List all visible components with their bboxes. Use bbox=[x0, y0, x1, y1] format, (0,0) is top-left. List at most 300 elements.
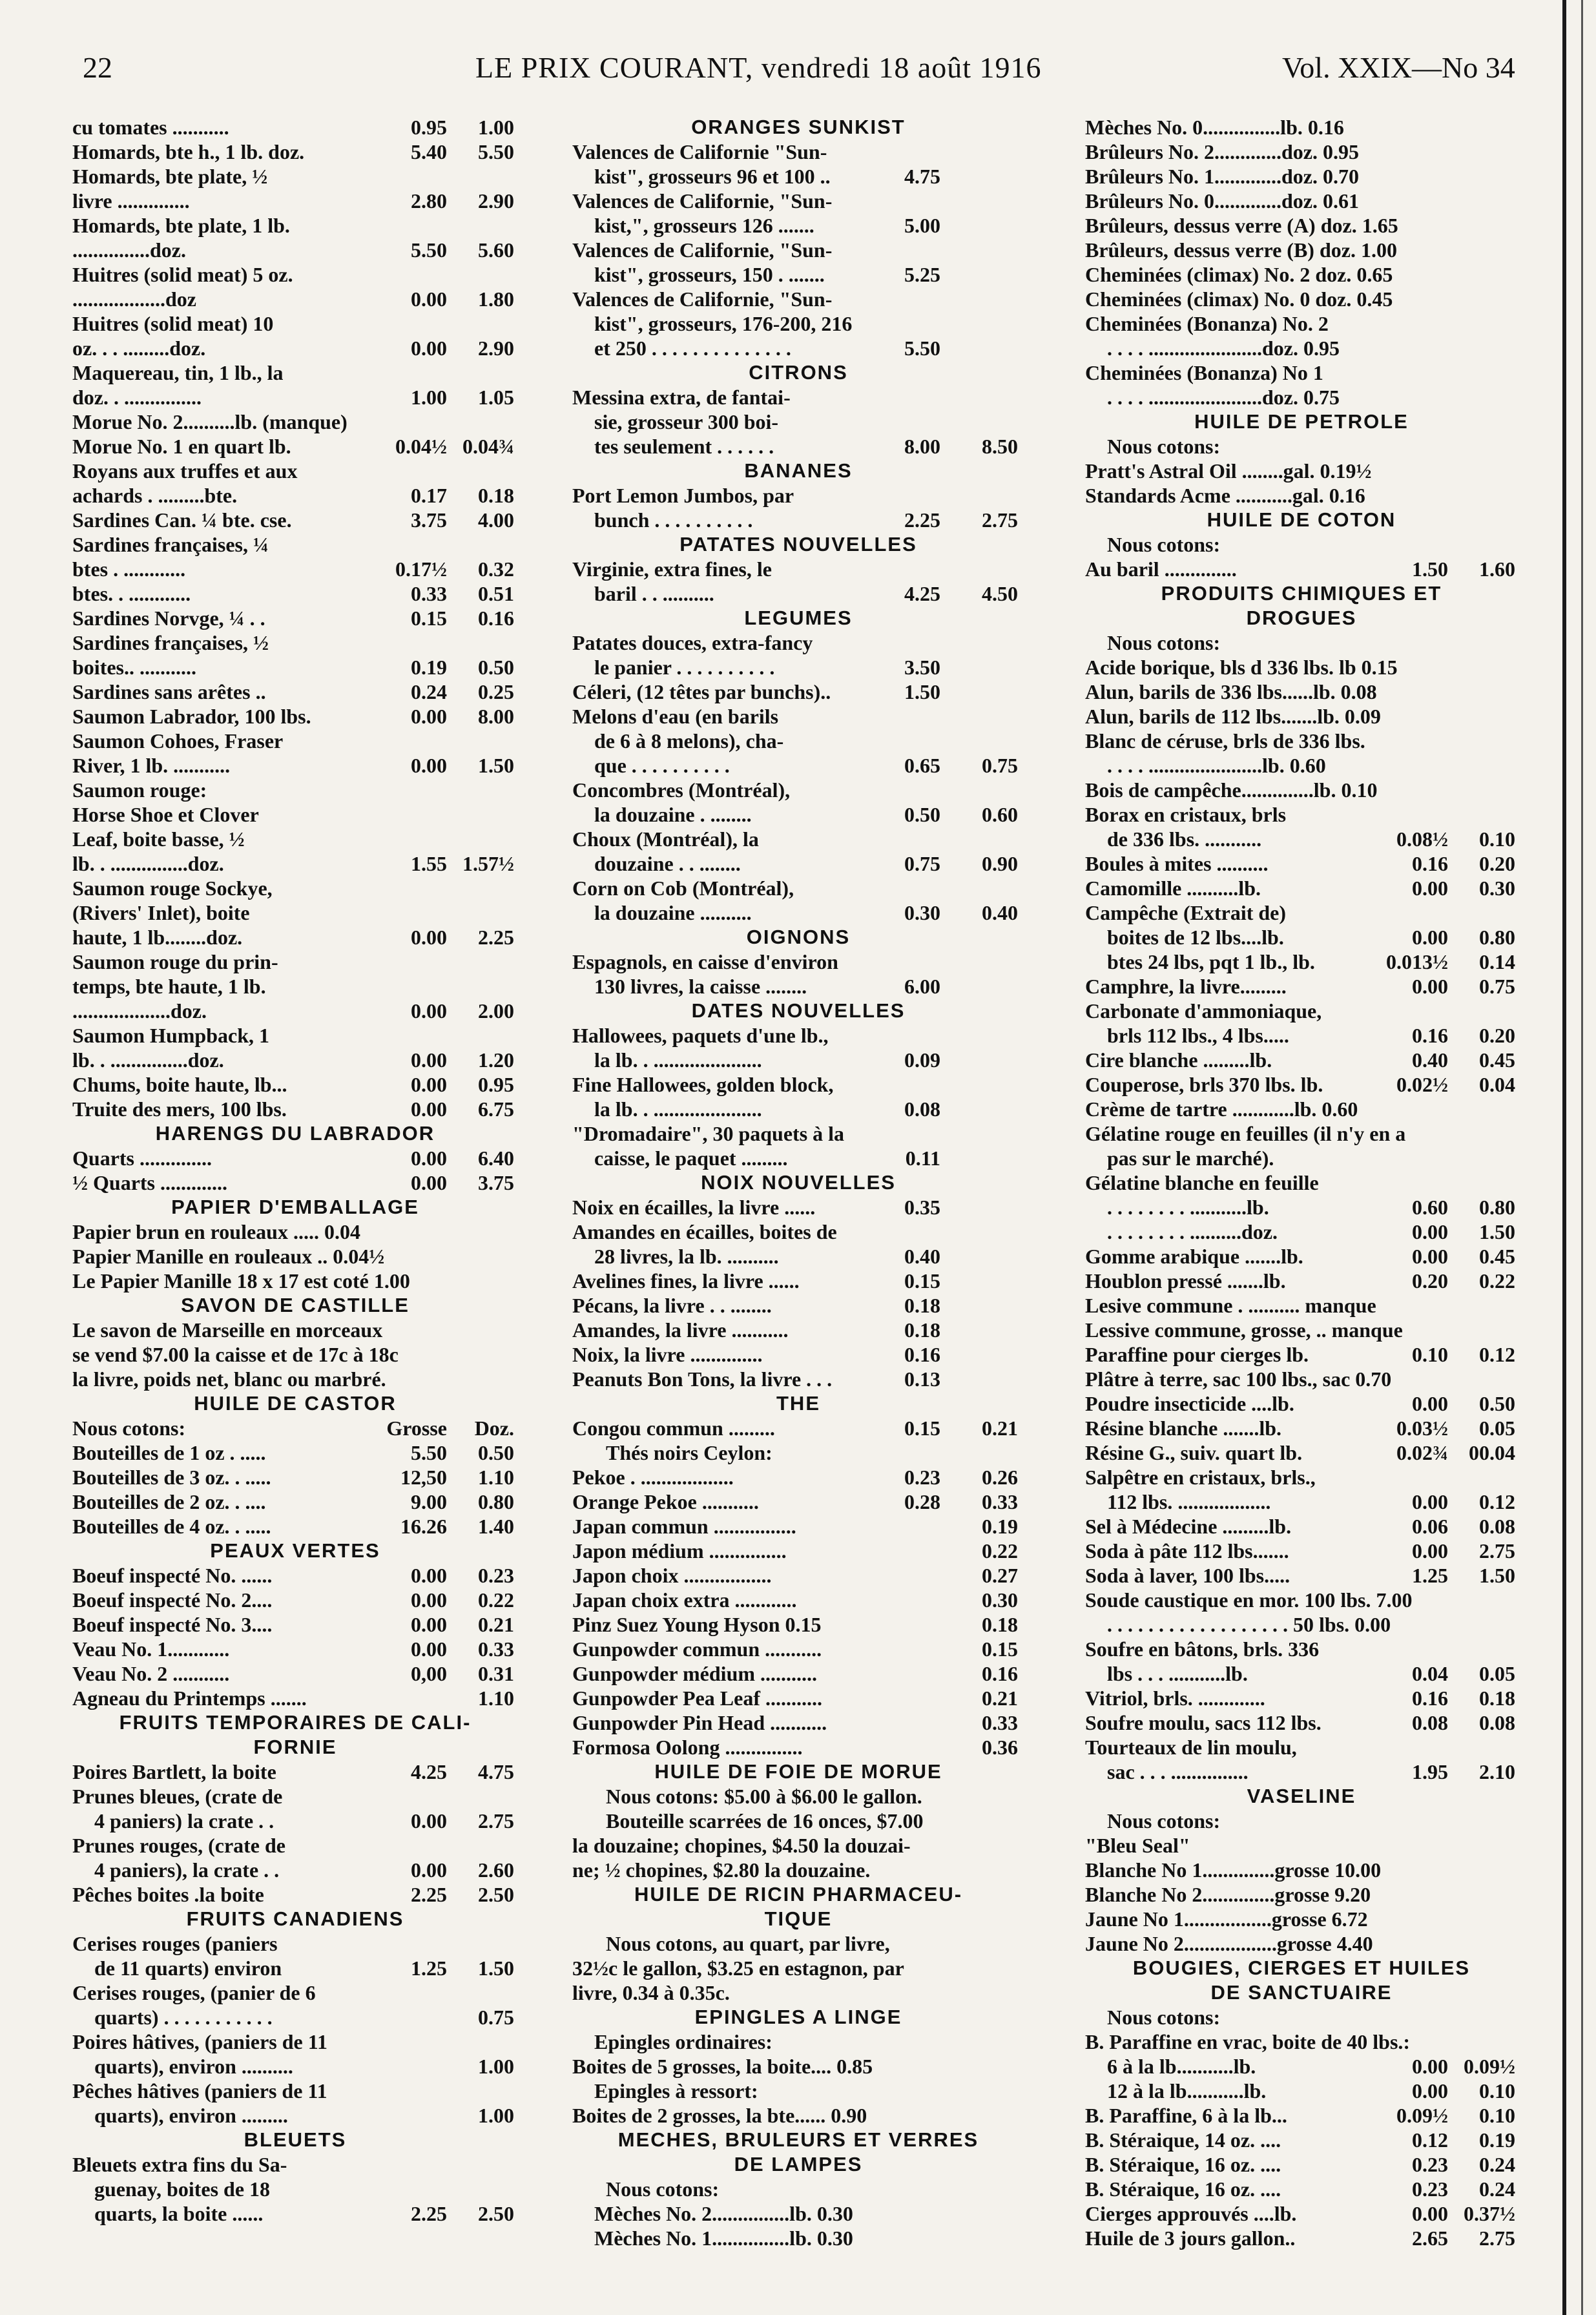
price-line bbox=[72, 508, 518, 532]
item-label: FORNIE bbox=[253, 1736, 337, 1758]
item-label: Alun, barils de 336 lbs......lb. 0.08 bbox=[1085, 680, 1377, 703]
price-high: 0.75 bbox=[1479, 975, 1515, 998]
item-label: Epingles ordinaires: bbox=[594, 2030, 772, 2053]
item-label: TIQUE bbox=[764, 1907, 833, 1930]
price-line bbox=[572, 1784, 1024, 1809]
price-line bbox=[1085, 1220, 1518, 1244]
section-heading bbox=[1085, 410, 1518, 434]
item-label: Huitres (solid meat) 5 oz. bbox=[72, 263, 293, 286]
price-low: 0.04½ bbox=[395, 435, 447, 458]
price-line bbox=[1085, 1048, 1518, 1072]
price-line bbox=[72, 2201, 518, 2226]
price-line bbox=[572, 1367, 1024, 1391]
item-label: Valences de Californie, "Sun- bbox=[572, 189, 833, 213]
price-line bbox=[72, 606, 518, 630]
item-label: Melons d'eau (en barils bbox=[572, 705, 779, 728]
price-low: 0.00 bbox=[1412, 1392, 1448, 1415]
price-high: 0.33 bbox=[982, 1711, 1018, 1734]
price-line bbox=[72, 360, 518, 385]
price-line bbox=[572, 1710, 1024, 1735]
item-label: et 250 . . . . . . . . . . . . . . bbox=[594, 337, 791, 360]
price-low: 1.55 bbox=[411, 852, 447, 875]
price-low: 0.16 bbox=[904, 1343, 940, 1366]
price-low: 0.20 bbox=[1412, 1269, 1448, 1292]
price-line bbox=[572, 262, 1024, 287]
item-label: Gunpowder Pea Leaf ........... bbox=[572, 1687, 822, 1710]
item-label: ...................doz. bbox=[72, 999, 207, 1023]
item-label: Soude caustique en mor. 100 lbs. 7.00 bbox=[1085, 1588, 1413, 1612]
price-high: Doz. bbox=[474, 1417, 514, 1440]
price-line bbox=[72, 434, 518, 459]
price-high: 0.80 bbox=[478, 1490, 514, 1513]
price-line bbox=[1085, 1858, 1518, 1882]
item-label: 32½c le gallon, $3.25 en estagnon, par bbox=[572, 1957, 904, 1980]
section-heading bbox=[572, 999, 1024, 1023]
price-line bbox=[572, 1735, 1024, 1760]
price-low: 0.11 bbox=[905, 1147, 940, 1170]
price-low: 0.15 bbox=[411, 607, 447, 630]
item-label: Pratt's Astral Oil ........gal. 0.19½ bbox=[1085, 459, 1372, 483]
item-label: Brûleurs No. 0.............doz. 0.61 bbox=[1085, 189, 1359, 213]
price-line bbox=[72, 1440, 518, 1465]
price-line bbox=[572, 1072, 1024, 1097]
item-label: la lb. . ..................... bbox=[594, 1048, 762, 1072]
price-low: 4.25 bbox=[904, 582, 940, 605]
item-label: Bois de campêche..............lb. 0.10 bbox=[1085, 778, 1378, 802]
item-label: Valences de Californie "Sun- bbox=[572, 140, 827, 163]
item-label: Sel à Médecine .........lb. bbox=[1085, 1515, 1292, 1538]
price-high: 4.00 bbox=[478, 508, 514, 532]
price-high: 2.10 bbox=[1479, 1760, 1515, 1783]
price-line bbox=[1085, 704, 1518, 729]
item-label: B. Paraffine en vrac, boite de 40 lbs.: bbox=[1085, 2030, 1411, 2053]
item-label: . . . . ......................lb. 0.60 bbox=[1107, 754, 1326, 777]
price-line bbox=[1085, 238, 1518, 262]
item-label: Mèches No. 0...............lb. 0.16 bbox=[1085, 116, 1344, 139]
price-line bbox=[1085, 189, 1518, 213]
item-label: Noix, la livre .............. bbox=[572, 1343, 763, 1366]
price-line bbox=[72, 115, 518, 140]
item-label: sac . . . ............... bbox=[1107, 1760, 1249, 1783]
item-label: Camphre, la livre......... bbox=[1085, 975, 1287, 998]
price-line bbox=[1085, 2226, 1518, 2250]
price-line bbox=[72, 1833, 518, 1858]
price-line bbox=[72, 704, 518, 729]
item-label: "Dromadaire", 30 paquets à la bbox=[572, 1122, 845, 1145]
price-line bbox=[1085, 2054, 1518, 2079]
price-line bbox=[1085, 1367, 1518, 1391]
item-label: Pekoe . .................. bbox=[572, 1466, 734, 1489]
price-line bbox=[572, 876, 1024, 900]
price-line bbox=[572, 385, 1024, 410]
item-label: Noix en écailles, la livre ...... bbox=[572, 1196, 816, 1219]
item-label: Boeuf inspecté No. 2.... bbox=[72, 1588, 273, 1612]
price-low: 0.00 bbox=[411, 287, 447, 311]
price-line bbox=[72, 238, 518, 262]
price-line bbox=[572, 189, 1024, 213]
price-line bbox=[1085, 1342, 1518, 1367]
item-label: Saumon rouge: bbox=[72, 778, 207, 802]
section-heading bbox=[72, 1293, 518, 1318]
price-line bbox=[72, 1661, 518, 1686]
price-low: 0.60 bbox=[1412, 1196, 1448, 1219]
item-label: EPINGLES A LINGE bbox=[694, 2006, 902, 2028]
item-label: Nous cotons, au quart, par livre, bbox=[606, 1932, 890, 1955]
item-label: caisse, le paquet ......... bbox=[594, 1147, 788, 1170]
price-high: 5.60 bbox=[478, 238, 514, 262]
price-line bbox=[572, 1244, 1024, 1269]
item-label: 28 livres, la lb. .......... bbox=[594, 1245, 779, 1268]
price-low: 2.25 bbox=[904, 508, 940, 532]
item-label: Concombres (Montréal), bbox=[572, 778, 791, 802]
item-label: baril . . .......... bbox=[594, 582, 714, 605]
item-label: btes . ............ bbox=[72, 557, 186, 581]
item-label: Lesive commune . .......... manque bbox=[1085, 1294, 1376, 1317]
price-line bbox=[72, 729, 518, 753]
item-label: Veau No. 1............ bbox=[72, 1637, 230, 1661]
item-label: FRUITS TEMPORAIRES DE CALI- bbox=[119, 1711, 472, 1734]
price-line bbox=[572, 1023, 1024, 1048]
price-line bbox=[72, 1023, 518, 1048]
price-high: 0.22 bbox=[982, 1539, 1018, 1562]
item-label: Poires Bartlett, la boite bbox=[72, 1760, 276, 1783]
price-low: 2.25 bbox=[411, 1883, 447, 1906]
price-high: 1.40 bbox=[478, 1515, 514, 1538]
item-label: Epingles à ressort: bbox=[594, 2079, 758, 2102]
price-line bbox=[72, 1269, 518, 1293]
item-label: quarts, la boite ...... bbox=[94, 2202, 264, 2225]
item-label: Cire blanche .........lb. bbox=[1085, 1048, 1272, 1072]
item-label: Plâtre à terre, sac 100 lbs., sac 0.70 bbox=[1085, 1367, 1392, 1391]
item-label: Poudre insecticide ....lb. bbox=[1085, 1392, 1294, 1415]
price-high: 1.20 bbox=[478, 1048, 514, 1072]
price-high: 2.25 bbox=[478, 926, 514, 949]
item-label: DROGUES bbox=[1246, 607, 1357, 629]
price-high: 0.18 bbox=[1479, 1687, 1515, 1710]
price-line bbox=[572, 900, 1024, 925]
price-line bbox=[72, 802, 518, 827]
item-label: Boites de 5 grosses, la boite.... 0.85 bbox=[572, 2055, 873, 2078]
section-heading bbox=[572, 2128, 1024, 2152]
item-label: Maquereau, tin, 1 lb., la bbox=[72, 361, 284, 384]
price-low: 2.80 bbox=[411, 189, 447, 213]
price-line bbox=[72, 2103, 518, 2128]
item-label: DE SANCTUAIRE bbox=[1210, 1981, 1393, 2004]
section-heading bbox=[572, 606, 1024, 630]
price-line bbox=[1085, 1269, 1518, 1293]
section-heading bbox=[572, 1882, 1024, 1907]
item-label: Pécans, la livre . . ........ bbox=[572, 1294, 772, 1317]
price-line bbox=[72, 1931, 518, 1956]
item-label: ½ Quarts ............. bbox=[72, 1171, 227, 1194]
item-label: 130 livres, la caisse ........ bbox=[594, 975, 807, 998]
price-high: 0.18 bbox=[478, 484, 514, 507]
item-label: la lb. . ..................... bbox=[594, 1097, 762, 1121]
price-high: 4.50 bbox=[982, 582, 1018, 605]
price-line bbox=[72, 581, 518, 606]
item-label: Le savon de Marseille en morceaux bbox=[72, 1318, 383, 1342]
item-label: Espagnols, en caisse d'environ bbox=[572, 950, 838, 973]
price-line bbox=[1085, 213, 1518, 238]
price-line bbox=[572, 1121, 1024, 1146]
page-edge-rule bbox=[1562, 0, 1566, 2315]
price-line bbox=[1085, 2005, 1518, 2030]
item-label: achards . .........bte. bbox=[72, 484, 238, 507]
item-label: kist", grosseurs, 176-200, 216 bbox=[594, 312, 853, 335]
price-high: 0.30 bbox=[982, 1588, 1018, 1612]
price-low: 0.00 bbox=[411, 1588, 447, 1612]
price-line bbox=[572, 140, 1024, 164]
price-low: 0.08 bbox=[904, 1097, 940, 1121]
price-low: 2.25 bbox=[411, 2202, 447, 2225]
price-low: 16.26 bbox=[400, 1515, 447, 1538]
item-label: Peanuts Bon Tons, la livre . . . bbox=[572, 1367, 833, 1391]
price-line bbox=[72, 925, 518, 950]
price-line bbox=[72, 2054, 518, 2079]
price-low: 0.28 bbox=[904, 1490, 940, 1513]
item-label: DATES NOUVELLES bbox=[691, 999, 906, 1022]
price-line bbox=[1085, 1023, 1518, 1048]
price-line bbox=[72, 680, 518, 704]
item-label: . . . . . . . . ..........doz. bbox=[1107, 1220, 1278, 1243]
price-low: 0.00 bbox=[1412, 975, 1448, 998]
price-low: 0.23 bbox=[1412, 2177, 1448, 2201]
item-label: Homards, bte plate, ½ bbox=[72, 165, 268, 188]
section-heading bbox=[72, 1907, 518, 1931]
price-low: 0.00 bbox=[411, 1564, 447, 1587]
price-high: 8.00 bbox=[478, 705, 514, 728]
price-line bbox=[1085, 1612, 1518, 1637]
item-label: Cierges approuvés ....lb. bbox=[1085, 2202, 1297, 2225]
item-label: Agneau du Printemps ....... bbox=[72, 1687, 307, 1710]
price-column-1 bbox=[72, 115, 518, 2226]
price-low: 0.15 bbox=[904, 1417, 940, 1440]
price-low: 0.18 bbox=[904, 1294, 940, 1317]
price-high: 0.25 bbox=[478, 680, 514, 703]
price-line bbox=[572, 1588, 1024, 1612]
price-high: 0.60 bbox=[982, 803, 1018, 826]
item-label: BANANES bbox=[744, 459, 853, 482]
price-line bbox=[72, 655, 518, 680]
item-label: oz. . . .........doz. bbox=[72, 337, 206, 360]
item-label: Standards Acme ...........gal. 0.16 bbox=[1085, 484, 1365, 507]
price-high: 0.09½ bbox=[1464, 2055, 1515, 2078]
price-line bbox=[572, 1293, 1024, 1318]
price-high: 0.33 bbox=[478, 1637, 514, 1661]
item-label: Brûleurs No. 1.............doz. 0.70 bbox=[1085, 165, 1359, 188]
price-line bbox=[72, 1220, 518, 1244]
price-line bbox=[572, 2103, 1024, 2128]
price-line bbox=[572, 1440, 1024, 1465]
price-low: 0.00 bbox=[411, 1171, 447, 1194]
item-label: Amandes en écailles, boites de bbox=[572, 1220, 837, 1243]
price-high: 1.10 bbox=[478, 1687, 514, 1710]
price-line bbox=[1085, 262, 1518, 287]
item-label: Orange Pekoe ........... bbox=[572, 1490, 759, 1513]
price-line bbox=[1085, 434, 1518, 459]
price-line bbox=[72, 410, 518, 434]
price-line bbox=[572, 1146, 1024, 1170]
price-line bbox=[1085, 385, 1518, 410]
item-label: Leaf, boite basse, ½ bbox=[72, 827, 245, 851]
price-line bbox=[1085, 950, 1518, 974]
item-label: SAVON DE CASTILLE bbox=[181, 1294, 409, 1316]
price-line bbox=[72, 1809, 518, 1833]
price-high: 2.75 bbox=[1479, 1539, 1515, 1562]
price-high: 0.75 bbox=[478, 2006, 514, 2029]
price-line bbox=[572, 655, 1024, 680]
section-heading bbox=[72, 1391, 518, 1416]
item-label: Truite des mers, 100 lbs. bbox=[72, 1097, 287, 1121]
item-label: la douzaine . ........ bbox=[594, 803, 752, 826]
price-line bbox=[72, 189, 518, 213]
item-label: Boites de 2 grosses, la bte...... 0.90 bbox=[572, 2104, 867, 2127]
item-label: Cheminées (Bonanza) No 1 bbox=[1085, 361, 1323, 384]
price-low: 0.08 bbox=[1412, 1711, 1448, 1734]
price-line bbox=[572, 851, 1024, 876]
item-label: Gélatine blanche en feuille bbox=[1085, 1171, 1319, 1194]
price-line bbox=[72, 262, 518, 287]
price-line bbox=[1085, 729, 1518, 753]
price-line bbox=[1085, 1170, 1518, 1195]
price-line bbox=[572, 680, 1024, 704]
item-label: lbs . . . ...........lb. bbox=[1107, 1662, 1248, 1685]
price-low: 1.25 bbox=[1412, 1564, 1448, 1587]
price-line bbox=[72, 753, 518, 778]
price-high: 1.00 bbox=[478, 116, 514, 139]
price-line bbox=[72, 2005, 518, 2030]
price-high: 5.50 bbox=[478, 140, 514, 163]
price-line bbox=[72, 1980, 518, 2005]
item-label: Veau No. 2 ........... bbox=[72, 1662, 230, 1685]
price-line bbox=[72, 1097, 518, 1121]
price-line bbox=[572, 1220, 1024, 1244]
item-label: Poires hâtives, (paniers de 11 bbox=[72, 2030, 327, 2053]
price-low: 1.00 bbox=[411, 386, 447, 409]
price-high: 0.20 bbox=[1479, 1024, 1515, 1047]
item-label: kist", grosseurs, 150 . ....... bbox=[594, 263, 825, 286]
item-label: PRODUITS CHIMIQUES ET bbox=[1161, 582, 1442, 605]
price-line bbox=[1085, 1809, 1518, 1833]
price-line bbox=[1085, 557, 1518, 581]
price-line bbox=[72, 2079, 518, 2103]
item-label: HUILE DE PETROLE bbox=[1194, 410, 1409, 433]
price-low: 0.00 bbox=[1412, 2202, 1448, 2225]
item-label: ne; ½ chopines, $2.80 la douzaine. bbox=[572, 1858, 871, 1882]
price-high: 0.36 bbox=[982, 1736, 1018, 1759]
price-line bbox=[72, 1563, 518, 1588]
item-label: Choux (Montréal), la bbox=[572, 827, 759, 851]
price-low: 8.00 bbox=[904, 435, 940, 458]
item-label: ...............doz. bbox=[72, 238, 186, 262]
price-line bbox=[72, 1784, 518, 1809]
price-line bbox=[572, 1465, 1024, 1490]
price-line bbox=[72, 1244, 518, 1269]
item-label: FRUITS CANADIENS bbox=[186, 1907, 404, 1930]
price-low: 0.13 bbox=[904, 1367, 940, 1391]
price-line bbox=[72, 1416, 518, 1440]
item-label: "Bleu Seal" bbox=[1085, 1834, 1190, 1857]
item-label: Brûleurs No. 2.............doz. 0.95 bbox=[1085, 140, 1359, 163]
price-high: 1.50 bbox=[1479, 1564, 1515, 1587]
price-line bbox=[72, 1048, 518, 1072]
price-line bbox=[572, 2201, 1024, 2226]
item-label: Saumon Labrador, 100 lbs. bbox=[72, 705, 311, 728]
price-high: 0.19 bbox=[1479, 2128, 1515, 2152]
item-label: la livre, poids net, blanc ou marbré. bbox=[72, 1367, 386, 1391]
price-line bbox=[72, 1686, 518, 1710]
item-label: livre .............. bbox=[72, 189, 190, 213]
price-line bbox=[1085, 1440, 1518, 1465]
item-label: Blanche No 1..............grosse 10.00 bbox=[1085, 1858, 1382, 1882]
item-label: livre, 0.34 à 0.35c. bbox=[572, 1981, 730, 2004]
price-line bbox=[572, 1269, 1024, 1293]
price-high: 0.21 bbox=[478, 1613, 514, 1636]
item-label: . . . . ......................doz. 0.75 bbox=[1107, 386, 1340, 409]
item-label: Soufre moulu, sacs 112 lbs. bbox=[1085, 1711, 1321, 1734]
item-label: lb. . ...............doz. bbox=[72, 1048, 224, 1072]
price-high: 0.23 bbox=[478, 1564, 514, 1587]
price-high: 0.27 bbox=[982, 1564, 1018, 1587]
price-high: 6.75 bbox=[478, 1097, 514, 1121]
price-high: 0.90 bbox=[982, 852, 1018, 875]
price-high: 8.50 bbox=[982, 435, 1018, 458]
price-high: 1.10 bbox=[478, 1466, 514, 1489]
item-label: Borax en cristaux, brls bbox=[1085, 803, 1287, 826]
item-label: Couperose, brls 370 lbs. lb. bbox=[1085, 1073, 1323, 1096]
price-high: 0.50 bbox=[478, 656, 514, 679]
price-low: 1.50 bbox=[1412, 557, 1448, 581]
price-low: 0.00 bbox=[411, 1637, 447, 1661]
price-line bbox=[72, 1318, 518, 1342]
item-label: boites.. ........... bbox=[72, 656, 196, 679]
price-low: 0.09½ bbox=[1396, 2104, 1448, 2127]
price-line bbox=[72, 164, 518, 189]
price-line bbox=[72, 2152, 518, 2177]
item-label: Sardines françaises, ½ bbox=[72, 631, 269, 654]
price-high: 0.33 bbox=[982, 1490, 1018, 1513]
item-label: HUILE DE RICIN PHARMACEU- bbox=[634, 1883, 963, 1905]
item-label: Gélatine rouge en feuilles (il n'y en a bbox=[1085, 1122, 1406, 1145]
price-line bbox=[72, 213, 518, 238]
section-heading bbox=[1085, 508, 1518, 532]
price-high: 0.80 bbox=[1479, 926, 1515, 949]
item-label: la douzaine; chopines, $4.50 la douzai- bbox=[572, 1834, 911, 1857]
price-low: 0.06 bbox=[1412, 1515, 1448, 1538]
price-line bbox=[572, 1195, 1024, 1220]
item-label: sie, grosseur 300 boi- bbox=[594, 410, 779, 433]
price-line bbox=[72, 1637, 518, 1661]
section-heading bbox=[572, 2005, 1024, 2030]
price-low: 0.00 bbox=[411, 1073, 447, 1096]
price-line bbox=[572, 164, 1024, 189]
price-low: 0.00 bbox=[411, 999, 447, 1023]
price-line bbox=[572, 2177, 1024, 2201]
price-line bbox=[572, 827, 1024, 851]
item-label: PAPIER D'EMBALLAGE bbox=[171, 1196, 419, 1218]
price-low: 5.00 bbox=[904, 214, 940, 237]
price-line bbox=[572, 950, 1024, 974]
section-heading bbox=[572, 925, 1024, 950]
item-label: PEAUX VERTES bbox=[210, 1539, 380, 1562]
price-low: 5.50 bbox=[411, 238, 447, 262]
item-label: quarts), environ ......... bbox=[94, 2104, 288, 2127]
item-label: Salpêtre en cristaux, brls., bbox=[1085, 1466, 1316, 1489]
item-label: Vitriol, brls. ............. bbox=[1085, 1687, 1265, 1710]
price-line bbox=[72, 1490, 518, 1514]
item-label: de 11 quarts) environ bbox=[94, 1957, 282, 1980]
price-line bbox=[72, 2030, 518, 2054]
